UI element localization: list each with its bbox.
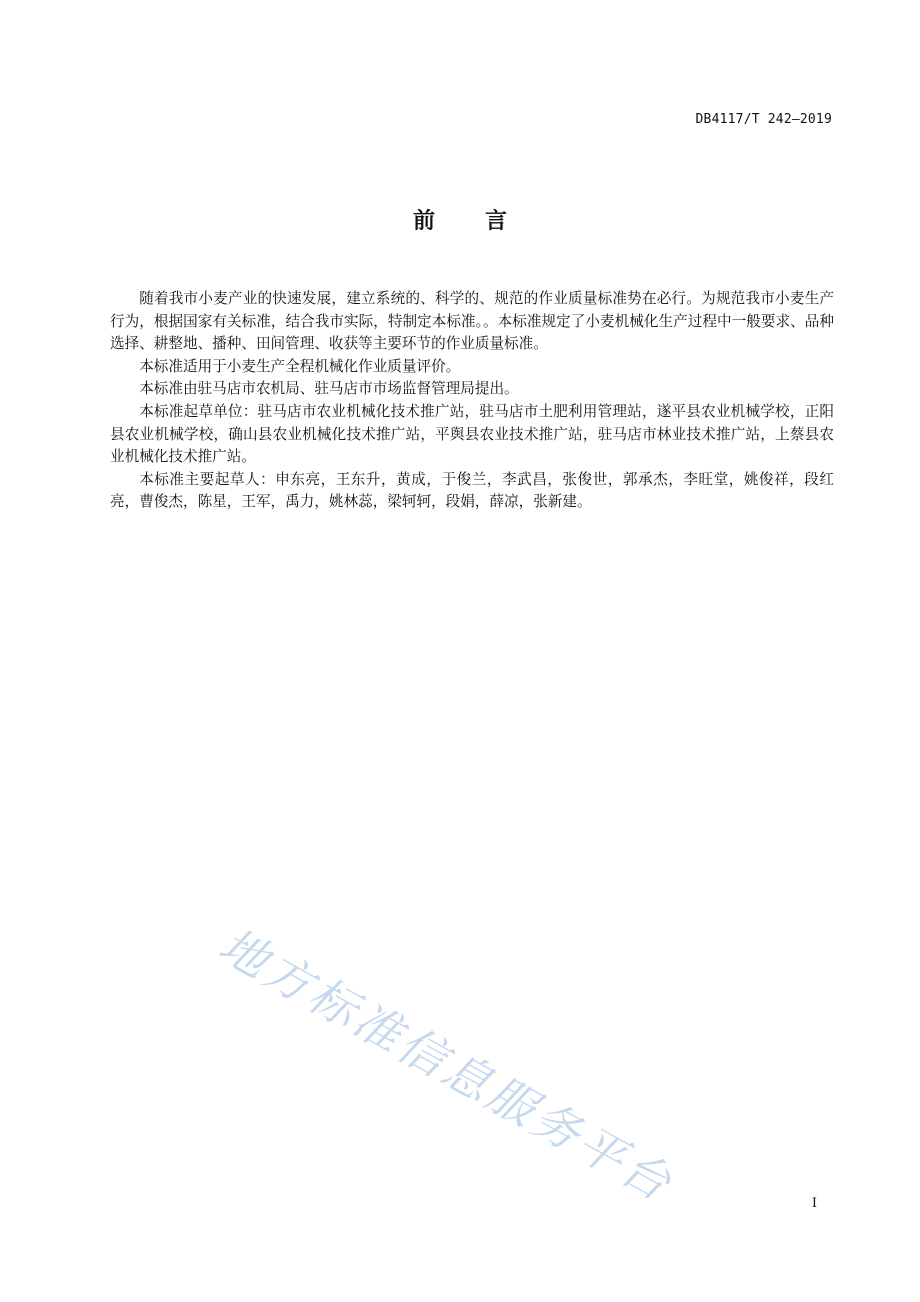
document-code: DB4117/T 242—2019 xyxy=(695,112,832,127)
paragraph-drafting-units: 本标准起草单位：驻马店市农业机械化技术推广站，驻马店市土肥利用管理站，遂平县农业机械学校，正阳县农业机械学校，确山县农业机械化技术推广站，平舆县农业技术推广站，驻马店市林业技术推广站，上蔡县农业机械化技术推广站。 xyxy=(110,402,834,466)
page-number: I xyxy=(811,1196,817,1211)
paragraph-background: 随着我市小麦产业的快速发展，建立系统的、科学的、规范的作业质量标准势在必行。为规范我市小麦生产行为，根据国家有关标准，结合我市实际，特制定本标准。。本标准规定了小麦机械化生产过程中一般要求、品种选择、耕整地、播种、田间管理、收获等主要环节的作业质量标准。 xyxy=(110,290,834,353)
paragraph-scope: 本标准适用于小麦生产全程机械化作业质量评价。 xyxy=(139,357,461,375)
page-title: 前言 xyxy=(412,209,557,234)
foreword-body xyxy=(110,288,834,514)
paragraph-drafters: 本标准主要起草人：申东亮，王东升，黄成，于俊兰，李武昌，张俊世，郭承杰，李旺堂，姚俊祥，段红亮，曹俊杰，陈星，王军，禹力，姚林蕊，梁轲轲，段娟，薛凉，张新建。 xyxy=(110,470,834,511)
watermark: 地方标准信息服务平台 xyxy=(209,917,683,1214)
paragraph-proposer: 本标准由驻马店市农机局、驻马店市市场监督管理局提出。 xyxy=(139,380,519,398)
